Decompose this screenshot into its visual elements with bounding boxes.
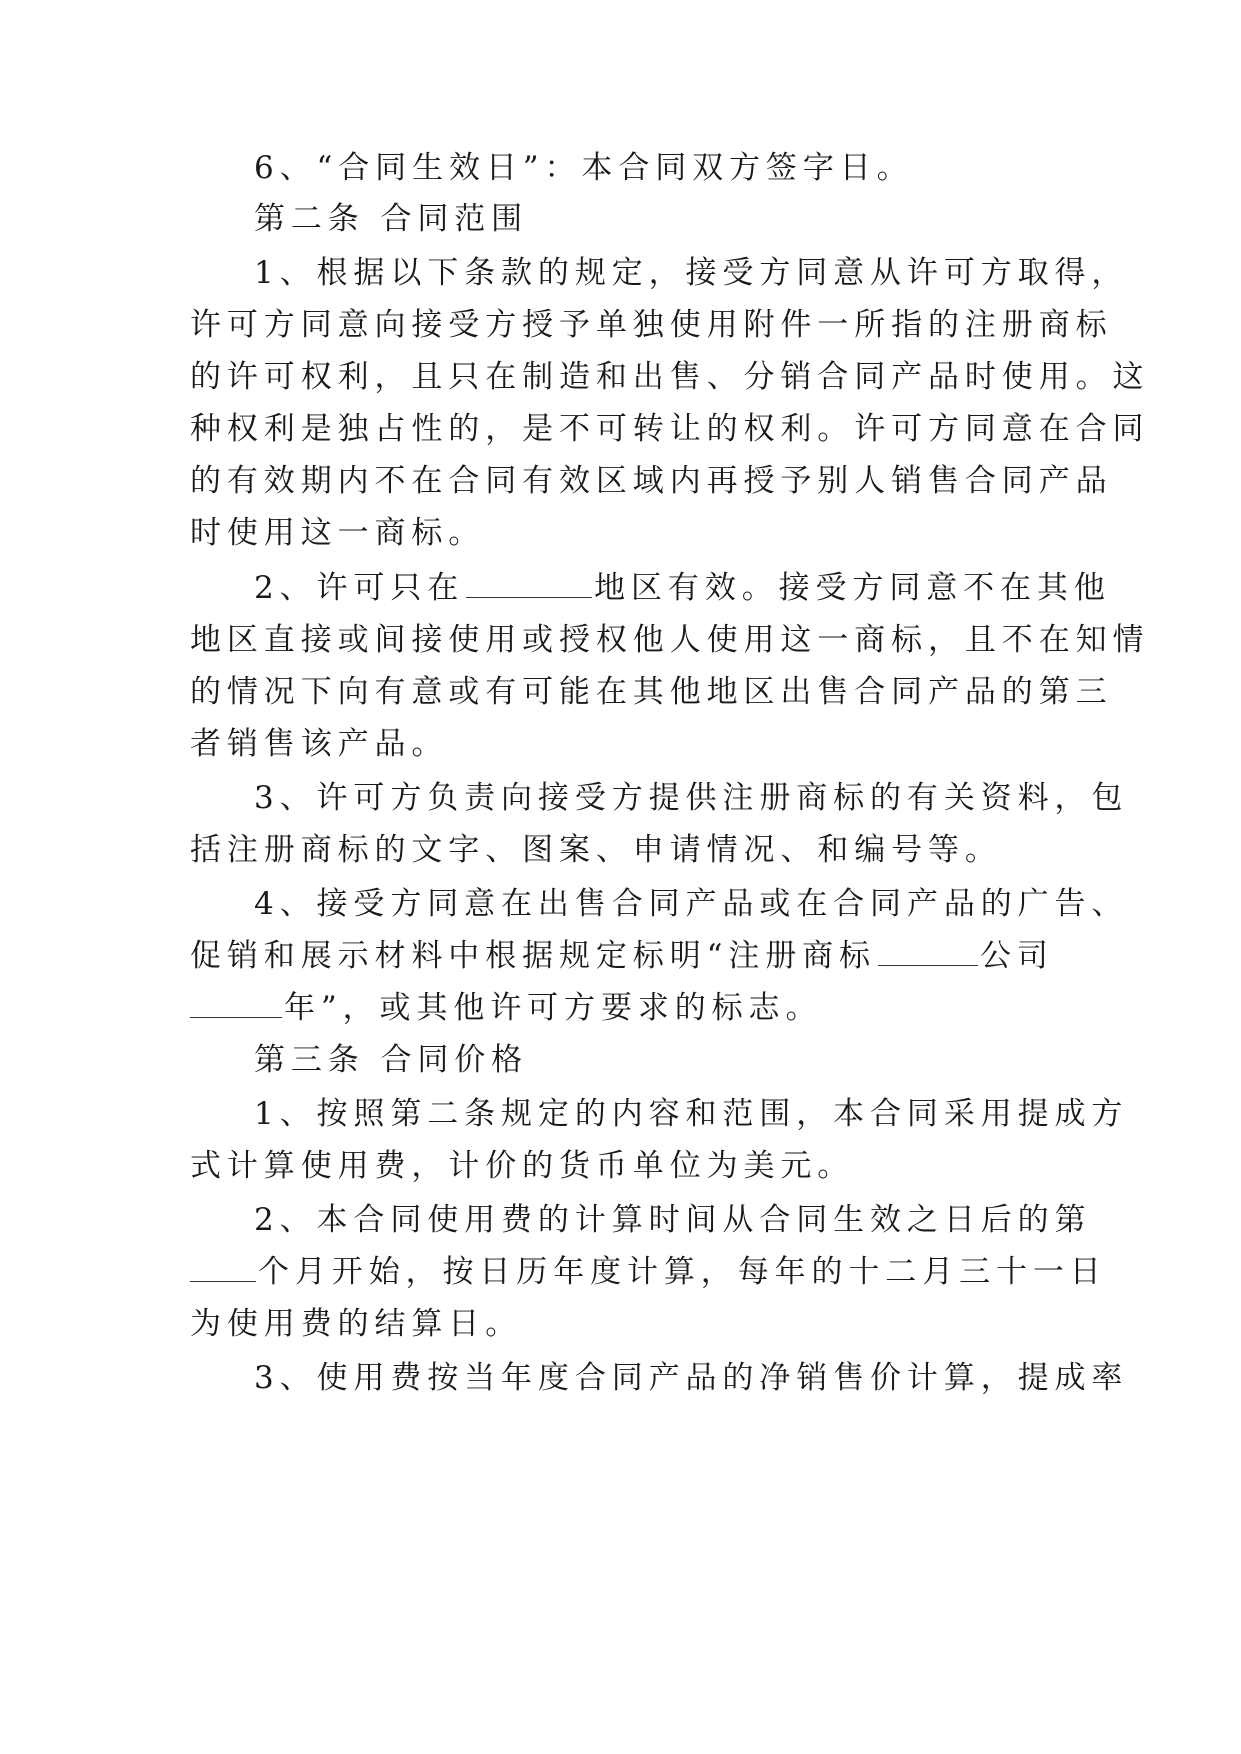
text-segment: 个月开始，按日历年度计算，每年的十二月三十一日 [258, 1254, 1107, 1290]
clause-3-2-line-2 [190, 1252, 1107, 1292]
text-segment: 括注册商标的文字、图案、申请情况、和编号等。 [190, 832, 1002, 868]
clause-1-6 [254, 148, 1050, 188]
article-2-heading [254, 199, 1050, 239]
text-segment: 的情况下向有意或有可能在其他地区出售合同产品的第三 [190, 674, 1113, 710]
text-segment: 时使用这一商标。 [190, 515, 486, 551]
clause-3-2-line-3 [190, 1304, 1050, 1344]
clause-2-1-line-5 [190, 461, 1113, 501]
text-segment: 地区有效。接受方同意不在其他 [594, 570, 1111, 606]
clause-2-4-line-1 [254, 884, 1129, 924]
clause-2-2-line-1 [254, 568, 1111, 608]
article-3-heading [254, 1040, 1050, 1080]
text-segment: 第三条 合同价格 [254, 1042, 529, 1078]
clause-2-1-line-6 [190, 513, 1050, 553]
clause-2-2-line-4 [190, 724, 1050, 764]
clause-2-2-line-2 [190, 620, 1150, 660]
clause-2-4-line-2 [190, 936, 1054, 976]
blank-field [190, 991, 282, 1018]
clause-3-2-line-1 [254, 1200, 1092, 1240]
text-segment: 2、许可只在 [254, 570, 465, 606]
clause-2-1-line-1 [254, 253, 1129, 293]
text-segment: 许可方同意向接受方授予单独使用附件一所指的注册商标 [190, 307, 1113, 343]
text-segment: 者销售该产品。 [190, 726, 449, 762]
clause-2-1-line-2 [190, 305, 1113, 345]
text-segment: 6、“合同生效日”：本合同双方签字日。 [254, 150, 914, 186]
text-segment: 为使用费的结算日。 [190, 1306, 523, 1342]
clause-3-3-line-1 [254, 1358, 1129, 1398]
text-segment: 3、使用费按当年度合同产品的净销售价计算，提成率 [254, 1360, 1129, 1396]
clause-2-4-line-3 [190, 988, 1050, 1028]
text-segment: 第二条 合同范围 [254, 201, 529, 237]
text-segment: 4、接受方同意在出售合同产品或在合同产品的广告、 [254, 886, 1129, 922]
text-segment: 式计算使用费，计价的货币单位为美元。 [190, 1148, 855, 1184]
text-segment: 的许可权利，且只在制造和出售、分销合同产品时使用。这 [190, 359, 1150, 395]
clause-2-1-line-4 [190, 409, 1150, 449]
text-segment: 种权利是独占性的，是不可转让的权利。许可方同意在合同 [190, 411, 1150, 447]
text-segment: 1、按照第二条规定的内容和范围，本合同采用提成方 [254, 1096, 1129, 1132]
clause-3-1-line-2 [190, 1146, 1050, 1186]
text-segment: 的有效期内不在合同有效区域内再授予别人销售合同产品 [190, 463, 1113, 499]
clause-2-3-line-1 [254, 778, 1129, 818]
text-segment: 年”，或其他许可方要求的标志。 [284, 990, 823, 1026]
text-segment: 促销和展示材料中根据规定标明“注册商标 [190, 938, 876, 974]
text-segment: 1、根据以下条款的规定，接受方同意从许可方取得， [254, 255, 1129, 291]
clause-3-1-line-1 [254, 1094, 1129, 1134]
text-segment: 3、许可方负责向接受方提供注册商标的有关资料，包 [254, 780, 1129, 816]
clause-2-3-line-2 [190, 830, 1050, 870]
text-segment: 公司 [979, 938, 1054, 974]
text-segment: 2、本合同使用费的计算时间从合同生效之日后的第 [254, 1202, 1092, 1238]
blank-field [466, 571, 592, 598]
clause-2-1-line-3 [190, 357, 1150, 397]
clause-2-2-line-3 [190, 672, 1113, 712]
text-segment: 地区直接或间接使用或授权他人使用这一商标，且不在知情 [190, 622, 1150, 658]
blank-field [878, 939, 978, 966]
blank-field [190, 1255, 256, 1282]
